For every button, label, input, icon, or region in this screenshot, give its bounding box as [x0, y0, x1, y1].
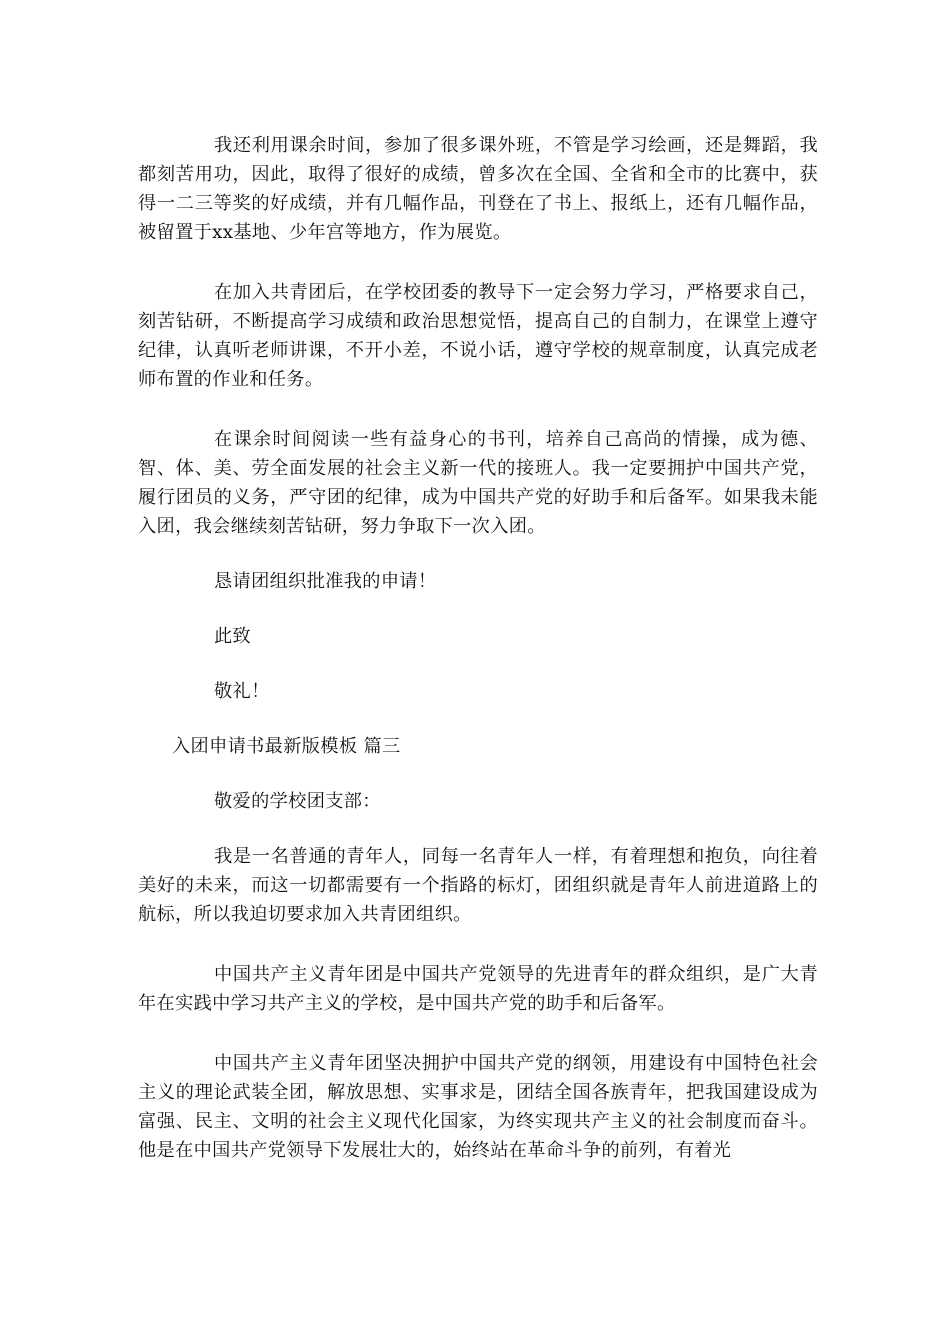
paragraph-commitment: 在加入共青团后，在学校团委的教导下一定会努力学习，严格要求自己，刻苦钻研，不断提高学习成绩和政治思想觉悟，提高自己的自制力，在课堂上遵守纪律，认真听老师讲课，不开小差，不说小话，遵守学校的规章制度，认真完成老师布置的作业和任务。: [138, 282, 818, 390]
section-heading: 入团申请书最新版模板 篇三: [172, 736, 401, 757]
paragraph-aspiration: 我是一名普通的青年人，同每一名青年人一样，有着理想和抱负，向往着美好的未来，而这一切都需要有一个指路的标灯，团组织就是青年人前进道路上的航标，所以我迫切要求加入共青团组织。: [138, 846, 818, 925]
paragraph-spare-time: 在课余时间阅读一些有益身心的书刊，培养自己高尚的情操，成为德、智、体、美、劳全面发展的社会主义新一代的接班人。我一定要拥护中国共产党，履行团员的义务，严守团的纪律，成为中国共产党的好助手和后备军。如果我未能入团，我会继续刻苦钻研，努力争取下一次入团。: [138, 429, 818, 537]
paragraph-league-program: 中国共产主义青年团坚决拥护中国共产党的纲领，用建设有中国特色社会主义的理论武装全团，解放思想、实事求是，团结全国各族青年，把我国建设成为富强、民主、文明的社会主义现代化国家，为终实现共产主义的社会制度而奋斗。他是在中国共产党领导下发展壮大的，始终站在革命斗争的前列，有着光: [138, 1053, 818, 1161]
closing-salutation-1: 此致: [214, 626, 252, 647]
paragraph-extracurricular: 我还利用课余时间，参加了很多课外班，不管是学习绘画，还是舞蹈，我都刻苦用功，因此，取得了很好的成绩，曾多次在全国、全省和全市的比赛中，获得一二三等奖的好成绩，并有几幅作品，刊登在了书上、报纸上，还有几幅作品，被留置于xx基地、少年宫等地方，作为展览。: [138, 135, 818, 243]
greeting: 敬爱的学校团支部：: [214, 791, 381, 812]
paragraph-league-definition: 中国共产主义青年团是中国共产党领导的先进青年的群众组织，是广大青年在实践中学习共产主义的学校，是中国共产党的助手和后备军。: [138, 964, 818, 1014]
document-page: [138, 131, 818, 1165]
closing-salutation-2: 敬礼！: [214, 681, 270, 702]
closing-request: 恳请团组织批准我的申请！: [214, 571, 437, 592]
